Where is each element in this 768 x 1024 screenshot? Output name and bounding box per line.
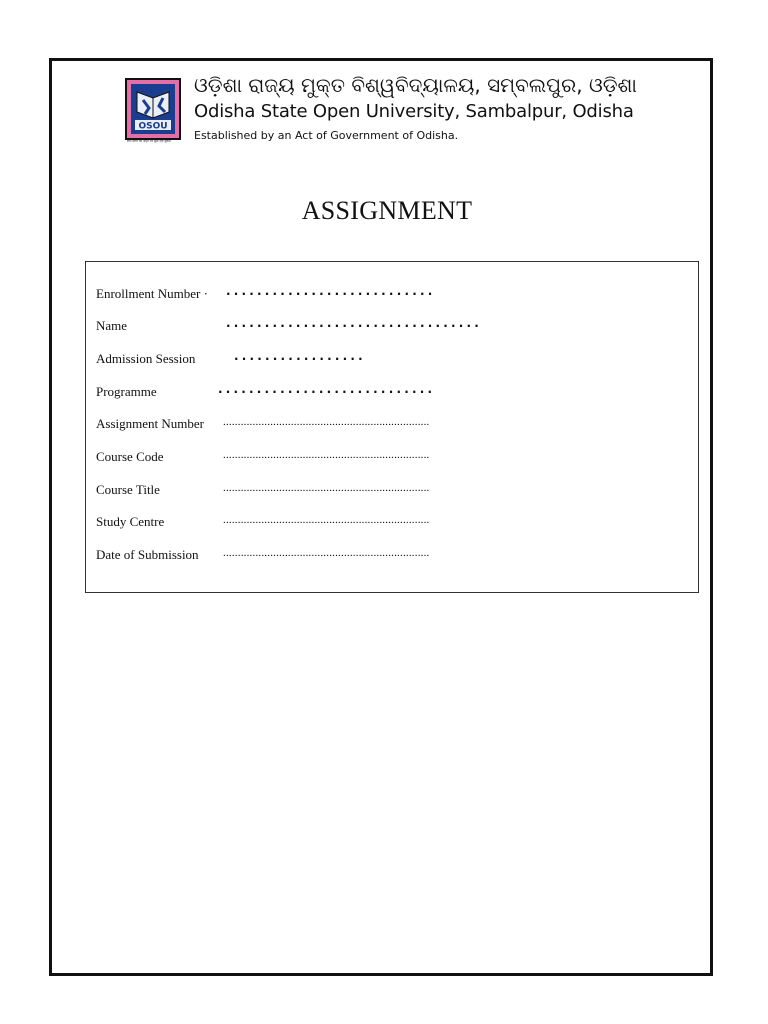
field-label: Study Centre <box>96 514 165 529</box>
field-label: Name <box>96 318 128 333</box>
study-centre-field[interactable]: ...................................................................... <box>223 514 430 526</box>
field-label: Admission Session <box>96 351 196 366</box>
field-label: Course Code <box>96 449 164 464</box>
assignment-form <box>85 261 699 593</box>
programme-field[interactable]: ............................ <box>218 382 436 396</box>
field-label: Course Title <box>96 482 160 497</box>
field-label: Programme <box>96 384 157 399</box>
logo-text: OSOU <box>138 121 168 132</box>
date-of-submission-field[interactable]: ...................................................................... <box>223 547 430 559</box>
establishment-note: Established by an Act of Government of Odisha. <box>194 129 459 142</box>
logo-motto: ज्ञान सागर का अमृत एव कुछ नहीं सुषमा <box>127 140 171 143</box>
university-logo <box>125 78 181 140</box>
university-name-english: Odisha State Open University, Sambalpur, Odisha <box>194 101 634 122</box>
page-title: ASSIGNMENT <box>301 196 473 225</box>
university-name-odia: ଓଡ଼ିଶା ରାଜ୍ୟ ମୁକ୍ତ ବିଶ୍ୱବିଦ୍ୟାଳୟ, ସମ୍ବଲପୁର, ଓଡ଼ିଶା <box>194 73 637 97</box>
course-title-field[interactable]: ...................................................................... <box>223 482 430 494</box>
name-field[interactable]: ................................. <box>226 316 483 330</box>
course-code-field[interactable]: ...................................................................... <box>223 449 430 461</box>
field-label: Assignment Number <box>96 416 204 431</box>
field-label: Enrollment Number · <box>96 286 208 301</box>
field-label: Date of Submission <box>96 547 199 562</box>
enrollment-number-field[interactable]: ........................... <box>226 284 436 298</box>
assignment-number-field[interactable]: ...................................................................... <box>223 416 430 428</box>
admission-session-field[interactable]: ................. <box>234 349 366 363</box>
